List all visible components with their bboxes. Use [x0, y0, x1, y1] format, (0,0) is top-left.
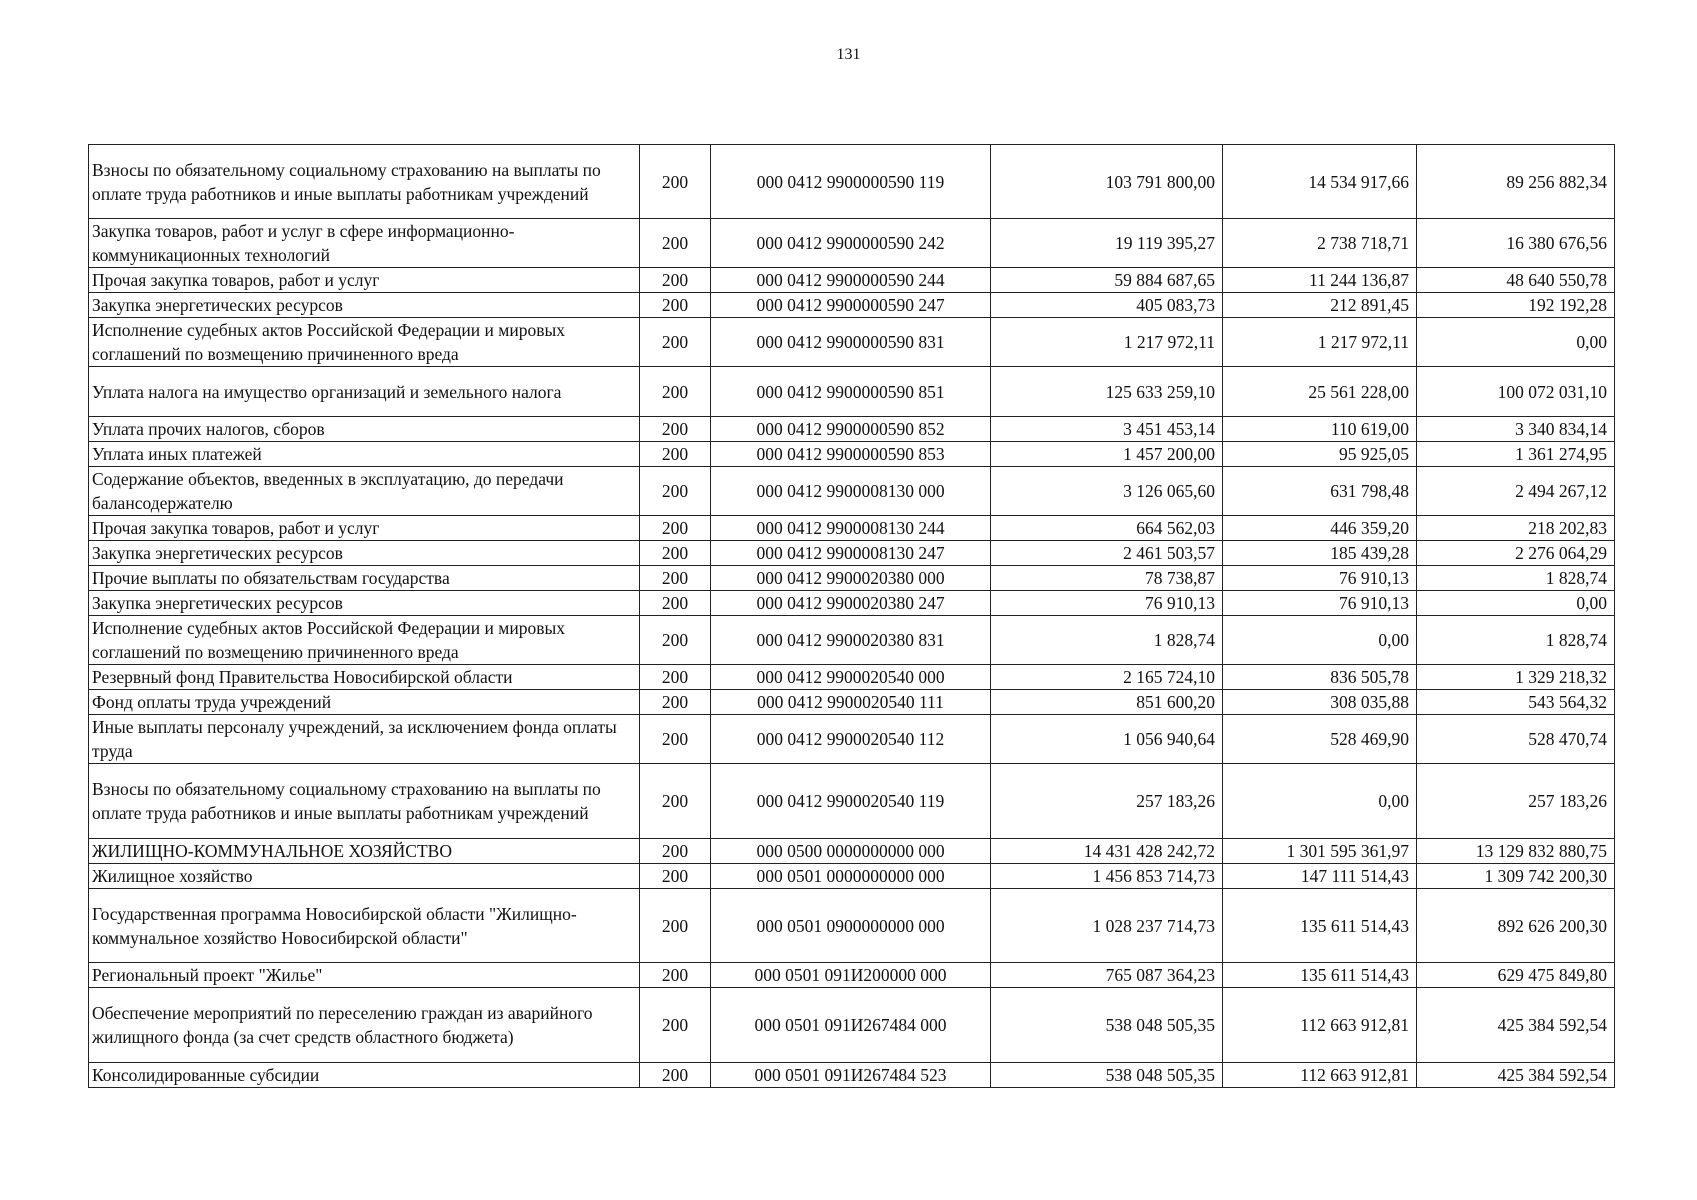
- row-name: Иные выплаты персоналу учреждений, за исключением фонда оплаты труда: [89, 715, 640, 764]
- table-row: [89, 268, 1615, 293]
- row-name: Закупка энергетических ресурсов: [89, 591, 640, 616]
- table-row: [89, 145, 1615, 219]
- row-name: Закупка энергетических ресурсов: [89, 541, 640, 566]
- row-budget-code: 000 0500 0000000000 000: [711, 839, 991, 864]
- row-unexecuted: 2 276 064,29: [1417, 541, 1615, 566]
- row-line-code: 200: [640, 367, 711, 417]
- row-name: Исполнение судебных актов Российской Федерации и мировых соглашений по возмещению причиненного вреда: [89, 318, 640, 367]
- row-approved: 257 183,26: [991, 764, 1223, 839]
- row-line-code: 200: [640, 1063, 711, 1088]
- row-unexecuted: 16 380 676,56: [1417, 219, 1615, 268]
- row-name: Резервный фонд Правительства Новосибирской области: [89, 665, 640, 690]
- row-budget-code: 000 0412 9900020540 112: [711, 715, 991, 764]
- table-row: [89, 864, 1615, 889]
- row-unexecuted: 1 828,74: [1417, 566, 1615, 591]
- row-executed: 76 910,13: [1223, 566, 1417, 591]
- row-line-code: 200: [640, 293, 711, 318]
- row-name: Уплата иных платежей: [89, 442, 640, 467]
- row-executed: 836 505,78: [1223, 665, 1417, 690]
- row-executed: 76 910,13: [1223, 591, 1417, 616]
- row-line-code: 200: [640, 690, 711, 715]
- table-row: [89, 417, 1615, 442]
- row-approved: 2 165 724,10: [991, 665, 1223, 690]
- row-budget-code: 000 0412 9900000590 242: [711, 219, 991, 268]
- row-line-code: 200: [640, 864, 711, 889]
- page-number: 131: [836, 46, 861, 63]
- row-executed: 112 663 912,81: [1223, 1063, 1417, 1088]
- row-executed: 185 439,28: [1223, 541, 1417, 566]
- row-name: Консолидированные субсидии: [89, 1063, 640, 1088]
- row-executed: 112 663 912,81: [1223, 988, 1417, 1063]
- row-unexecuted: 1 329 218,32: [1417, 665, 1615, 690]
- row-budget-code: 000 0412 9900020380 831: [711, 616, 991, 665]
- row-line-code: 200: [640, 541, 711, 566]
- row-unexecuted: 257 183,26: [1417, 764, 1615, 839]
- row-line-code: 200: [640, 442, 711, 467]
- table-row: [89, 318, 1615, 367]
- row-name: Уплата налога на имущество организаций и земельного налога: [89, 367, 640, 417]
- row-line-code: 200: [640, 591, 711, 616]
- row-unexecuted: 100 072 031,10: [1417, 367, 1615, 417]
- row-unexecuted: 629 475 849,80: [1417, 963, 1615, 988]
- row-approved: 1 056 940,64: [991, 715, 1223, 764]
- row-budget-code: 000 0412 9900020540 111: [711, 690, 991, 715]
- row-budget-code: 000 0501 0000000000 000: [711, 864, 991, 889]
- row-executed: 135 611 514,43: [1223, 889, 1417, 963]
- row-line-code: 200: [640, 839, 711, 864]
- row-executed: 0,00: [1223, 616, 1417, 665]
- row-approved: 1 828,74: [991, 616, 1223, 665]
- row-unexecuted: 89 256 882,34: [1417, 145, 1615, 219]
- row-name: Прочая закупка товаров, работ и услуг: [89, 516, 640, 541]
- table-row: [89, 541, 1615, 566]
- row-unexecuted: 2 494 267,12: [1417, 467, 1615, 516]
- row-line-code: 200: [640, 417, 711, 442]
- row-name: ЖИЛИЩНО-КОММУНАЛЬНОЕ ХОЗЯЙСТВО: [89, 839, 640, 864]
- row-approved: 59 884 687,65: [991, 268, 1223, 293]
- row-unexecuted: 1 828,74: [1417, 616, 1615, 665]
- row-unexecuted: 528 470,74: [1417, 715, 1615, 764]
- row-approved: 103 791 800,00: [991, 145, 1223, 219]
- table-row: [89, 591, 1615, 616]
- row-budget-code: 000 0412 9900000590 244: [711, 268, 991, 293]
- row-name: Прочая закупка товаров, работ и услуг: [89, 268, 640, 293]
- row-line-code: 200: [640, 715, 711, 764]
- row-executed: 212 891,45: [1223, 293, 1417, 318]
- row-budget-code: 000 0412 9900008130 247: [711, 541, 991, 566]
- row-name: Исполнение судебных актов Российской Федерации и мировых соглашений по возмещению причиненного вреда: [89, 616, 640, 665]
- row-budget-code: 000 0412 9900020540 000: [711, 665, 991, 690]
- row-line-code: 200: [640, 145, 711, 219]
- row-approved: 1 456 853 714,73: [991, 864, 1223, 889]
- row-unexecuted: 425 384 592,54: [1417, 988, 1615, 1063]
- table-row: [89, 690, 1615, 715]
- row-name: Региональный проект "Жилье": [89, 963, 640, 988]
- row-name: Закупка товаров, работ и услуг в сфере информационно-коммуникационных технологий: [89, 219, 640, 268]
- row-name: Взносы по обязательному социальному страхованию на выплаты по оплате труда работников и иные выплаты работникам учреждений: [89, 145, 640, 219]
- row-unexecuted: 192 192,28: [1417, 293, 1615, 318]
- row-budget-code: 000 0412 9900000590 247: [711, 293, 991, 318]
- row-executed: 446 359,20: [1223, 516, 1417, 541]
- row-executed: 147 111 514,43: [1223, 864, 1417, 889]
- row-approved: 3 126 065,60: [991, 467, 1223, 516]
- row-approved: 765 087 364,23: [991, 963, 1223, 988]
- table-row: [89, 715, 1615, 764]
- row-approved: 14 431 428 242,72: [991, 839, 1223, 864]
- row-budget-code: 000 0412 9900000590 831: [711, 318, 991, 367]
- row-executed: 11 244 136,87: [1223, 268, 1417, 293]
- row-approved: 538 048 505,35: [991, 1063, 1223, 1088]
- row-unexecuted: 48 640 550,78: [1417, 268, 1615, 293]
- table-row: [89, 889, 1615, 963]
- row-budget-code: 000 0412 9900020380 247: [711, 591, 991, 616]
- row-unexecuted: 1 361 274,95: [1417, 442, 1615, 467]
- row-budget-code: 000 0501 091И200000 000: [711, 963, 991, 988]
- table-row: [89, 566, 1615, 591]
- row-approved: 851 600,20: [991, 690, 1223, 715]
- row-budget-code: 000 0501 091И267484 000: [711, 988, 991, 1063]
- table-row: [89, 839, 1615, 864]
- table-row: [89, 665, 1615, 690]
- table-row: [89, 293, 1615, 318]
- row-approved: 664 562,03: [991, 516, 1223, 541]
- row-executed: 308 035,88: [1223, 690, 1417, 715]
- table-row: [89, 963, 1615, 988]
- row-approved: 1 028 237 714,73: [991, 889, 1223, 963]
- table-row: [89, 219, 1615, 268]
- row-unexecuted: 0,00: [1417, 591, 1615, 616]
- row-name: Фонд оплаты труда учреждений: [89, 690, 640, 715]
- row-name: Прочие выплаты по обязательствам государства: [89, 566, 640, 591]
- table-row: [89, 442, 1615, 467]
- table-row: [89, 1063, 1615, 1088]
- row-executed: 631 798,48: [1223, 467, 1417, 516]
- row-name: Государственная программа Новосибирской области "Жилищно-коммунальное хозяйство Новосибирской области": [89, 889, 640, 963]
- row-unexecuted: 218 202,83: [1417, 516, 1615, 541]
- row-name: Уплата прочих налогов, сборов: [89, 417, 640, 442]
- row-executed: 0,00: [1223, 764, 1417, 839]
- row-name: Содержание объектов, введенных в эксплуатацию, до передачи балансодержателю: [89, 467, 640, 516]
- row-budget-code: 000 0412 9900000590 853: [711, 442, 991, 467]
- row-name: Взносы по обязательному социальному страхованию на выплаты по оплате труда работников и иные выплаты работникам учреждений: [89, 764, 640, 839]
- row-budget-code: 000 0412 9900020380 000: [711, 566, 991, 591]
- row-approved: 405 083,73: [991, 293, 1223, 318]
- table-row: [89, 988, 1615, 1063]
- row-unexecuted: 425 384 592,54: [1417, 1063, 1615, 1088]
- row-budget-code: 000 0412 9900000590 851: [711, 367, 991, 417]
- row-line-code: 200: [640, 764, 711, 839]
- row-unexecuted: 13 129 832 880,75: [1417, 839, 1615, 864]
- row-approved: 1 457 200,00: [991, 442, 1223, 467]
- row-executed: 528 469,90: [1223, 715, 1417, 764]
- row-unexecuted: 0,00: [1417, 318, 1615, 367]
- row-line-code: 200: [640, 988, 711, 1063]
- row-line-code: 200: [640, 616, 711, 665]
- row-executed: 14 534 917,66: [1223, 145, 1417, 219]
- table-row: [89, 467, 1615, 516]
- row-budget-code: 000 0412 9900000590 852: [711, 417, 991, 442]
- row-name: Закупка энергетических ресурсов: [89, 293, 640, 318]
- row-executed: 110 619,00: [1223, 417, 1417, 442]
- row-approved: 538 048 505,35: [991, 988, 1223, 1063]
- row-executed: 95 925,05: [1223, 442, 1417, 467]
- table-row: [89, 367, 1615, 417]
- row-executed: 2 738 718,71: [1223, 219, 1417, 268]
- row-approved: 2 461 503,57: [991, 541, 1223, 566]
- row-executed: 25 561 228,00: [1223, 367, 1417, 417]
- budget-execution-table: [88, 144, 1615, 1088]
- row-line-code: 200: [640, 889, 711, 963]
- table-row: [89, 616, 1615, 665]
- row-unexecuted: 1 309 742 200,30: [1417, 864, 1615, 889]
- row-line-code: 200: [640, 516, 711, 541]
- table-row: [89, 764, 1615, 839]
- row-executed: 1 301 595 361,97: [1223, 839, 1417, 864]
- row-budget-code: 000 0412 9900020540 119: [711, 764, 991, 839]
- row-executed: 1 217 972,11: [1223, 318, 1417, 367]
- row-unexecuted: 892 626 200,30: [1417, 889, 1615, 963]
- row-unexecuted: 3 340 834,14: [1417, 417, 1615, 442]
- row-line-code: 200: [640, 268, 711, 293]
- row-line-code: 200: [640, 318, 711, 367]
- row-budget-code: 000 0501 091И267484 523: [711, 1063, 991, 1088]
- row-name: Жилищное хозяйство: [89, 864, 640, 889]
- row-budget-code: 000 0412 9900008130 244: [711, 516, 991, 541]
- row-approved: 76 910,13: [991, 591, 1223, 616]
- row-approved: 3 451 453,14: [991, 417, 1223, 442]
- row-line-code: 200: [640, 665, 711, 690]
- row-line-code: 200: [640, 219, 711, 268]
- row-approved: 19 119 395,27: [991, 219, 1223, 268]
- row-approved: 78 738,87: [991, 566, 1223, 591]
- row-executed: 135 611 514,43: [1223, 963, 1417, 988]
- row-line-code: 200: [640, 963, 711, 988]
- row-name: Обеспечение мероприятий по переселению граждан из аварийного жилищного фонда (за счет средств областного бюджета): [89, 988, 640, 1063]
- row-budget-code: 000 0501 0900000000 000: [711, 889, 991, 963]
- row-budget-code: 000 0412 9900008130 000: [711, 467, 991, 516]
- row-line-code: 200: [640, 566, 711, 591]
- row-approved: 125 633 259,10: [991, 367, 1223, 417]
- row-approved: 1 217 972,11: [991, 318, 1223, 367]
- row-budget-code: 000 0412 9900000590 119: [711, 145, 991, 219]
- row-unexecuted: 543 564,32: [1417, 690, 1615, 715]
- table-row: [89, 516, 1615, 541]
- row-line-code: 200: [640, 467, 711, 516]
